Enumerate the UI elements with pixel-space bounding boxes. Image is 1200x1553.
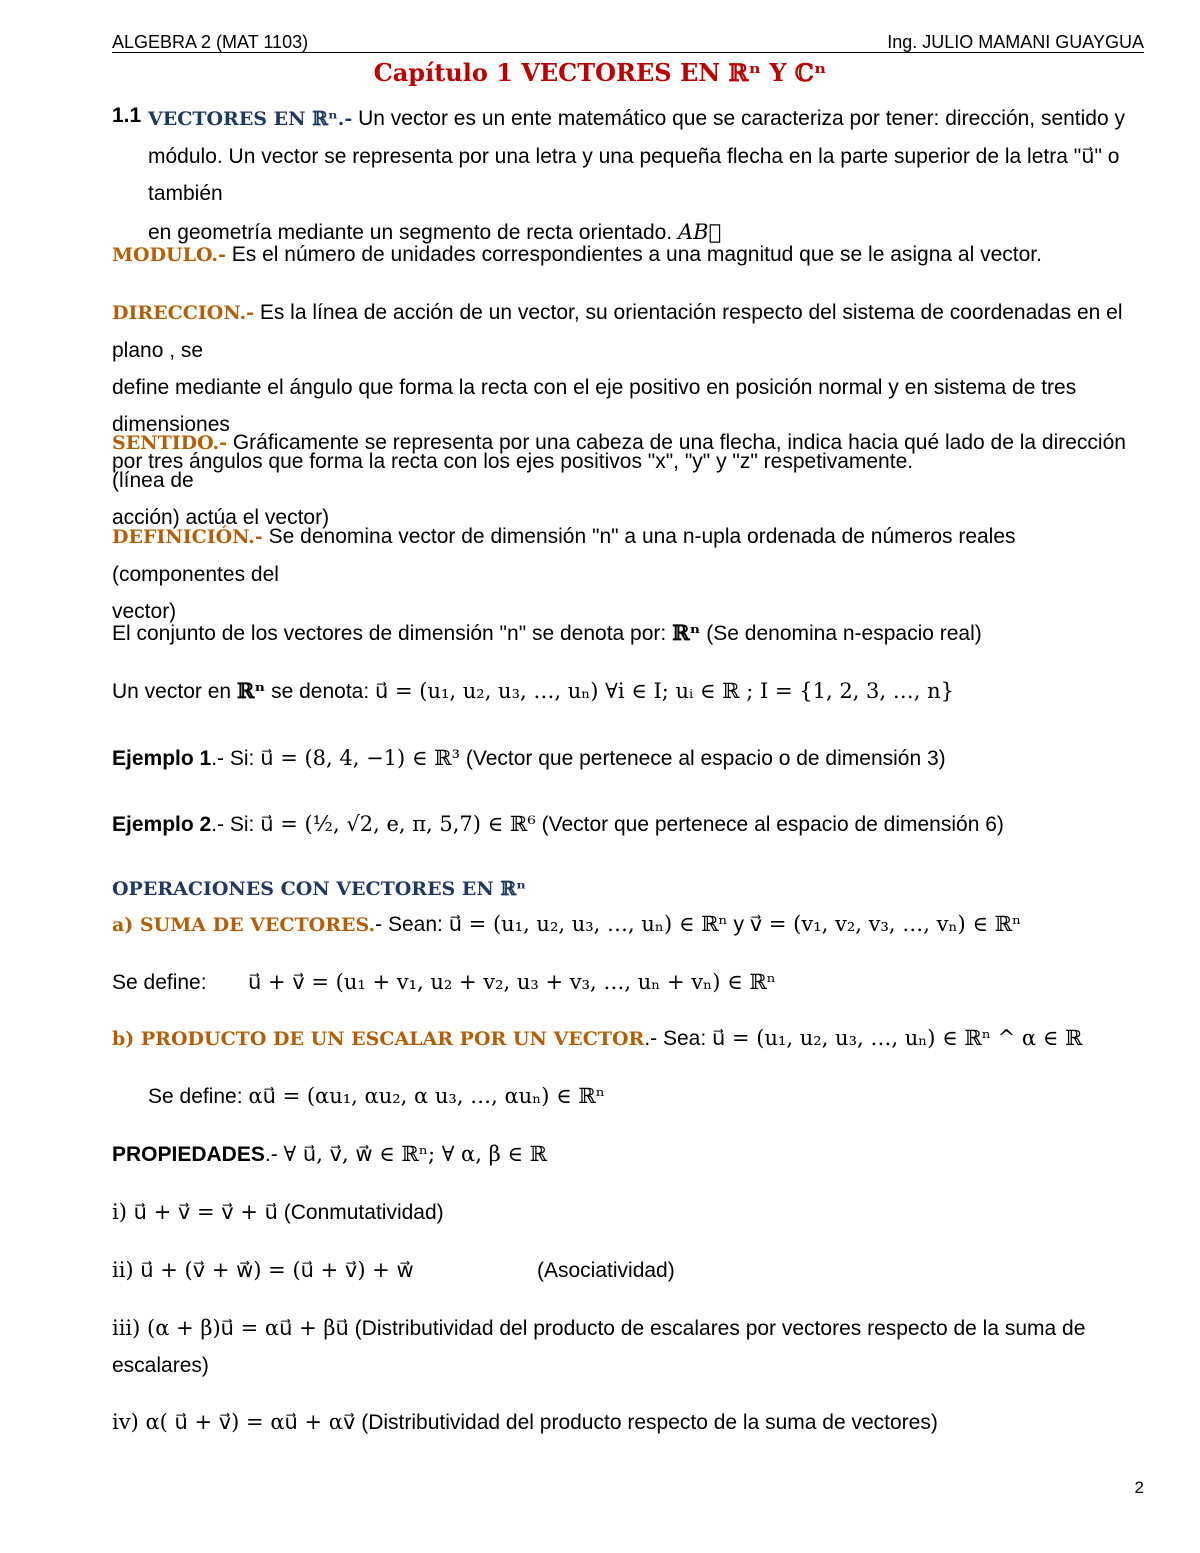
ejemplo-2 xyxy=(112,806,1142,843)
section-line3: en geometría mediante un segmento de recta orientado. xyxy=(148,221,679,244)
propiedades-formula: ∀ u⃗, v⃗, w⃗ ∈ ℝⁿ; ∀ α, β ∈ ℝ xyxy=(283,1142,548,1166)
direccion-label: DIRECCION.- xyxy=(112,302,254,324)
suma-v: v⃗ = (v₁, v₂, v₃, …, vₙ) ∈ ℝⁿ xyxy=(749,912,1022,936)
definicion-label: DEFINICIÓN.- xyxy=(112,526,263,548)
suma-line xyxy=(112,906,1142,944)
suma-def-formula: u⃗ + v⃗ = (u₁ + v₁, u₂ + v₂, u₃ + v₃, …, uₙ + vₙ) ∈ ℝⁿ xyxy=(248,970,776,994)
ejemplo-2-label: Ejemplo 2 xyxy=(112,813,212,836)
propiedad-3-note2: escalares) xyxy=(112,1354,209,1377)
notacion-line xyxy=(112,672,1142,710)
chapter-title: Capítulo 1 VECTORES EN ℝⁿ Y ℂⁿ xyxy=(373,58,827,87)
ejemplo-2-pre: .- Si: xyxy=(211,813,261,836)
ejemplo-1-formula: u⃗ = (8, 4, −1) ∈ ℝ³ xyxy=(260,746,461,770)
producto-def-label: Se define: xyxy=(148,1085,249,1108)
header-author: Ing. JULIO MAMANI GUAYGUA xyxy=(887,32,1144,52)
direccion-line3: por tres ángulos que forma la recta con los ejes positivos "x", "y" y "z" respetivamente. xyxy=(112,450,914,473)
propiedad-2-note: (Asociatividad) xyxy=(537,1259,675,1282)
conjunto-rn: ℝⁿ xyxy=(672,620,701,645)
segment-ab: AB⃗ xyxy=(678,220,722,244)
definicion-line1: Se denomina vector de dimensión "n" a una n-upla ordenada de números reales (componentes del xyxy=(112,525,1016,586)
sentido-label: SENTIDO.- xyxy=(112,432,228,454)
modulo-text: Es el número de unidades correspondientes a una magnitud que se le asigna al vector. xyxy=(225,243,1042,266)
operaciones-heading xyxy=(112,870,1142,908)
propiedad-3-formula: iii) (α + β)u⃗ = αu⃗ + βu⃗ xyxy=(112,1316,349,1340)
notacion-rn: ℝⁿ xyxy=(236,678,266,703)
section-line1: Un vector es un ente matemático que se caracteriza por tener: dirección, sentido y xyxy=(352,107,1125,130)
propiedades-line xyxy=(112,1136,1142,1173)
ejemplo-1-pre: .- Si: xyxy=(211,747,261,770)
header-course: ALGEBRA 2 (MAT 1103) xyxy=(112,32,309,52)
ejemplo-1 xyxy=(112,740,1142,777)
sentido-line1: Gráficamente se representa por una cabeza de una flecha, indica hacia qué lado de la dirección (línea de xyxy=(112,431,1126,492)
suma-label: a) SUMA DE VECTORES. xyxy=(112,914,376,936)
propiedad-1-note: (Conmutatividad) xyxy=(277,1201,444,1224)
producto-label: b) PRODUCTO DE UN ESCALAR POR UN VECTOR xyxy=(112,1028,645,1050)
suma-def-line xyxy=(112,964,1142,1001)
propiedad-3 xyxy=(112,1310,1142,1384)
definicion-line2: vector) xyxy=(112,600,177,623)
propiedades-label: PROPIEDADES xyxy=(112,1143,265,1166)
producto-pre: .- Sea: xyxy=(644,1027,713,1050)
propiedad-4-note: (Distributividad del producto respecto de la suma de vectores) xyxy=(355,1411,938,1434)
propiedad-3-note1: (Distributividad del producto de escalares por vectores respecto de la suma de xyxy=(348,1317,1086,1340)
propiedad-1-formula: i) u⃗ + v⃗ = v⃗ + u⃗ xyxy=(112,1200,278,1224)
propiedad-1 xyxy=(112,1194,1142,1231)
propiedad-4 xyxy=(112,1404,1142,1441)
section-heading: VECTORES EN ℝⁿ.- xyxy=(148,108,353,130)
modulo-label: MODULO.- xyxy=(112,244,226,266)
sentido-line2: acción) actúa el vector) xyxy=(112,506,330,529)
producto-formula: u⃗ = (u₁, u₂, u₃, …, uₙ) ∈ ℝⁿ ^ α ∈ ℝ xyxy=(712,1026,1083,1050)
suma-def-label: Se define: xyxy=(112,971,207,994)
conjunto-line xyxy=(112,614,1142,652)
section-line2: módulo. Un vector se representa por una letra y una pequeña flecha en la parte superior de la letra "u⃗" o también xyxy=(148,145,1120,205)
direccion-line2: define mediante el ángulo que forma la recta con el eje positivo en posición normal y en sistema de tres dimensiones xyxy=(112,376,1077,436)
page-header xyxy=(112,32,1144,53)
modulo-paragraph xyxy=(112,236,1142,274)
section-number: 1.1 xyxy=(112,104,142,127)
propiedad-2-formula: ii) u⃗ + (v⃗ + w⃗) = (u⃗ + v⃗) + w⃗ xyxy=(112,1258,414,1282)
producto-line xyxy=(112,1020,1142,1058)
notacion-formula: u⃗ = (u₁, u₂, u₃, …, uₙ) ∀i ∈ I; uᵢ ∈ ℝ ; I = {1, 2, 3, …, n} xyxy=(375,679,955,703)
ejemplo-1-label: Ejemplo 1 xyxy=(112,747,212,770)
propiedad-2 xyxy=(112,1252,1142,1289)
ejemplo-1-tail: (Vector que pertenece al espacio o de dimensión 3) xyxy=(460,747,946,770)
propiedad-4-formula: iv) α( u⃗ + v⃗) = αu⃗ + αv⃗ xyxy=(112,1410,356,1434)
suma-y: y xyxy=(727,913,750,936)
producto-def-line xyxy=(148,1078,1143,1115)
notacion-text: Un vector en xyxy=(112,680,237,703)
conjunto-text: El conjunto de los vectores de dimensión "n" se denota por: xyxy=(112,622,673,645)
direccion-line1: Es la línea de acción de un vector, su orientación respecto del sistema de coordenadas en el plano , se xyxy=(112,301,1123,362)
ejemplo-2-formula: u⃗ = (½, √2, e, π, 5,7) ∈ ℝ⁶ xyxy=(260,812,536,836)
suma-pre: - Sean: xyxy=(375,913,449,936)
propiedades-pre: .- xyxy=(264,1143,284,1166)
notacion-mid: se denota: xyxy=(265,680,376,703)
ejemplo-2-tail: (Vector que pertenece al espacio de dimensión 6) xyxy=(535,813,1004,836)
producto-def-formula: αu⃗ = (αu₁, αu₂, α u₃, …, αuₙ) ∈ ℝⁿ xyxy=(248,1084,605,1108)
suma-u: u⃗ = (u₁, u₂, u₃, …, uₙ) ∈ ℝⁿ xyxy=(448,912,728,936)
operaciones-title: OPERACIONES CON VECTORES EN ℝⁿ xyxy=(112,878,527,900)
section-vectores xyxy=(148,100,1143,251)
conjunto-tail: (Se denomina n-espacio real) xyxy=(700,622,982,645)
page-number: 2 xyxy=(1134,1478,1144,1497)
